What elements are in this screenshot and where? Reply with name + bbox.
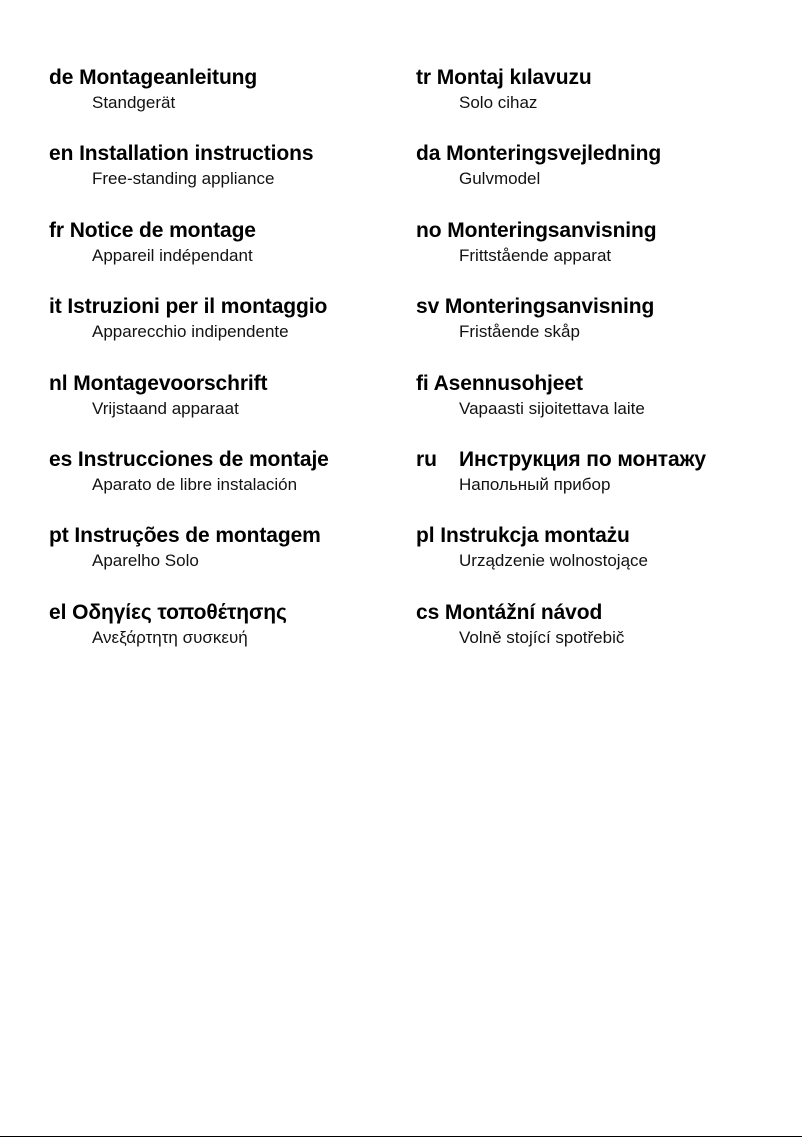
entry-it (49, 293, 399, 369)
language-code: fr (49, 218, 64, 242)
entry-title (416, 140, 786, 168)
entry-subtitle: Apparecchio indipendente (92, 322, 289, 342)
entry-subtitle: Aparelho Solo (92, 551, 199, 571)
entry-title (416, 599, 786, 627)
entry-subtitle: Standgerät (92, 93, 176, 112)
title-text: Montagevoorschrift (73, 371, 268, 395)
entry-title (49, 370, 399, 398)
language-code: de (49, 66, 74, 89)
entry-title (49, 446, 399, 474)
entry-nl (49, 370, 399, 446)
entry-subtitle: Aparato de libre instalación (92, 474, 298, 494)
left-language-column (49, 64, 399, 675)
language-code: ru (416, 447, 437, 471)
language-code: el (49, 600, 67, 624)
title-text: Montageanleitung (79, 66, 258, 89)
title-text: Installation instructions (79, 142, 314, 166)
entry-subtitle: Напольный прибор (459, 474, 611, 494)
language-code: nl (49, 371, 68, 395)
entry-es (49, 446, 399, 522)
language-code: cs (416, 600, 440, 624)
entry-pl (416, 522, 786, 598)
entry-title (416, 446, 786, 474)
title-text: Monteringsanvisning (447, 218, 657, 242)
title-text: Notice de montage (69, 218, 256, 242)
title-text: Istruzioni per il montaggio (67, 295, 328, 319)
entry-subtitle: Frittstående apparat (459, 245, 612, 265)
entry-title (49, 599, 399, 627)
bottom-divider (0, 1136, 802, 1137)
title-text: Monteringsvejledning (446, 142, 662, 166)
entry-title (416, 522, 786, 550)
language-code: pl (416, 524, 435, 548)
right-language-column (416, 64, 786, 675)
entry-pt (49, 522, 399, 598)
language-code: sv (416, 295, 440, 319)
entry-ru (416, 446, 786, 522)
title-text: Asennusohjeet (433, 371, 583, 395)
title-text: Οδηγίες τοποθέτησης (72, 600, 287, 624)
language-code: tr (416, 66, 431, 89)
entry-subtitle: Solo cihaz (459, 93, 538, 112)
language-code: it (49, 295, 62, 319)
entry-el (49, 599, 399, 675)
title-text: Instrucciones de montaje (77, 447, 329, 471)
language-code: no (416, 218, 442, 242)
entry-subtitle: Appareil indépendant (92, 245, 253, 265)
entry-title (49, 64, 399, 92)
title-text: Instruções de montagem (74, 524, 321, 548)
entry-title (416, 64, 786, 92)
entry-title (49, 293, 399, 321)
entry-title (416, 370, 786, 398)
title-text: Инструкция по монтажу (459, 447, 706, 471)
entry-subtitle: Vapaasti sijoitettava laite (459, 398, 645, 418)
language-code: en (49, 142, 74, 166)
language-code: da (416, 142, 441, 166)
language-code: fi (416, 371, 429, 395)
title-text: Montážní návod (444, 600, 603, 624)
title-text: Monteringsanvisning (444, 295, 655, 319)
entry-subtitle: Free-standing appliance (92, 169, 275, 189)
entry-title (416, 217, 786, 245)
entry-de (49, 64, 399, 140)
entry-fi (416, 370, 786, 446)
entry-subtitle: Ανεξάρτητη συσκευή (92, 627, 248, 647)
title-text: Montaj kılavuzu (436, 66, 592, 89)
language-code: pt (49, 524, 69, 548)
entry-da (416, 140, 786, 216)
entry-title (416, 293, 786, 321)
entry-subtitle: Vrijstaand apparaat (92, 398, 239, 418)
entry-no (416, 217, 786, 293)
entry-subtitle: Urządzenie wolnostojące (459, 551, 648, 571)
entry-subtitle: Gulvmodel (459, 169, 541, 189)
entry-sv (416, 293, 786, 369)
entry-title (49, 217, 399, 245)
entry-fr (49, 217, 399, 293)
entry-tr (416, 64, 786, 140)
entry-title (49, 522, 399, 550)
entry-en (49, 140, 399, 216)
entry-subtitle: Fristående skåp (459, 322, 580, 342)
entry-subtitle: Volně stojící spotřebič (459, 627, 625, 647)
title-text: Instrukcja montażu (440, 524, 630, 548)
language-code: es (49, 447, 73, 471)
entry-title (49, 140, 399, 168)
entry-cs (416, 599, 786, 675)
